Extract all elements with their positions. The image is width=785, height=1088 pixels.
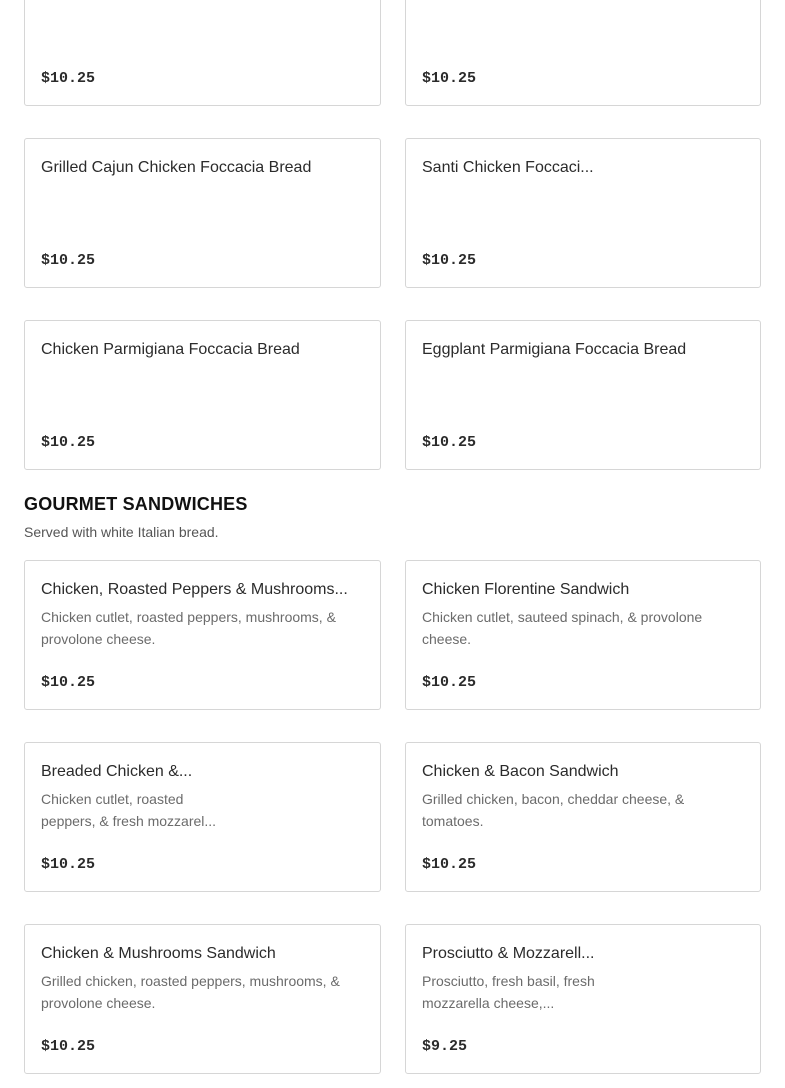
- item-price: $10.25: [41, 252, 96, 269]
- menu-item-card[interactable]: [405, 0, 761, 106]
- menu-item-card[interactable]: [24, 924, 381, 1074]
- menu-item-card[interactable]: [24, 320, 381, 470]
- item-price: $10.25: [41, 434, 96, 451]
- item-name: Santi Chicken Foccaci...: [422, 159, 594, 176]
- section-subtitle: Served with white Italian bread.: [24, 524, 219, 540]
- item-price: $10.25: [422, 252, 477, 269]
- item-price: $10.25: [41, 674, 96, 691]
- item-description: Chicken cutlet, roasted peppers, & fresh mozzarel...: [41, 791, 217, 829]
- item-price: $10.25: [422, 674, 477, 691]
- menu-item-card[interactable]: [405, 138, 761, 288]
- item-name: Chicken & Bacon Sandwich: [422, 763, 619, 780]
- item-name: Prosciutto & Mozzarell...: [422, 945, 595, 962]
- section-title: GOURMET SANDWICHES: [24, 494, 248, 514]
- item-name: Eggplant Parmigiana Foccacia Bread: [422, 341, 687, 358]
- item-price: $10.25: [422, 434, 477, 451]
- item-description: Chicken cutlet, roasted peppers, mushrooms, & provolone cheese.: [41, 609, 336, 647]
- menu-item-card[interactable]: [24, 138, 381, 288]
- item-price: $10.25: [41, 70, 96, 87]
- item-name: Chicken & Mushrooms Sandwich: [41, 945, 276, 962]
- item-price: $9.25: [422, 1038, 468, 1055]
- item-description: Grilled chicken, roasted peppers, mushrooms, & provolone cheese.: [41, 973, 340, 1011]
- menu-item-card[interactable]: [405, 560, 761, 710]
- menu-item-card[interactable]: [24, 742, 381, 892]
- item-description: Chicken cutlet, sauteed spinach, & provolone cheese.: [422, 609, 703, 647]
- item-price: $10.25: [41, 1038, 96, 1055]
- item-price: $10.25: [41, 856, 96, 873]
- item-price: $10.25: [422, 856, 477, 873]
- item-name: Grilled Cajun Chicken Foccacia Bread: [41, 159, 312, 176]
- item-name: Breaded Chicken &...: [41, 763, 193, 780]
- menu-item-card[interactable]: [405, 924, 761, 1074]
- menu-item-card[interactable]: [405, 742, 761, 892]
- menu-item-card[interactable]: [24, 560, 381, 710]
- menu-item-card[interactable]: [24, 0, 381, 106]
- item-name: Chicken Florentine Sandwich: [422, 581, 630, 598]
- item-description: Grilled chicken, bacon, cheddar cheese, & tomatoes.: [422, 791, 685, 829]
- item-name: Chicken Parmigiana Foccacia Bread: [41, 341, 300, 358]
- item-description: Prosciutto, fresh basil, fresh mozzarella cheese,...: [422, 973, 595, 1011]
- menu-item-card[interactable]: [405, 320, 761, 470]
- item-name: Chicken, Roasted Peppers & Mushrooms...: [41, 581, 348, 598]
- item-price: $10.25: [422, 70, 477, 87]
